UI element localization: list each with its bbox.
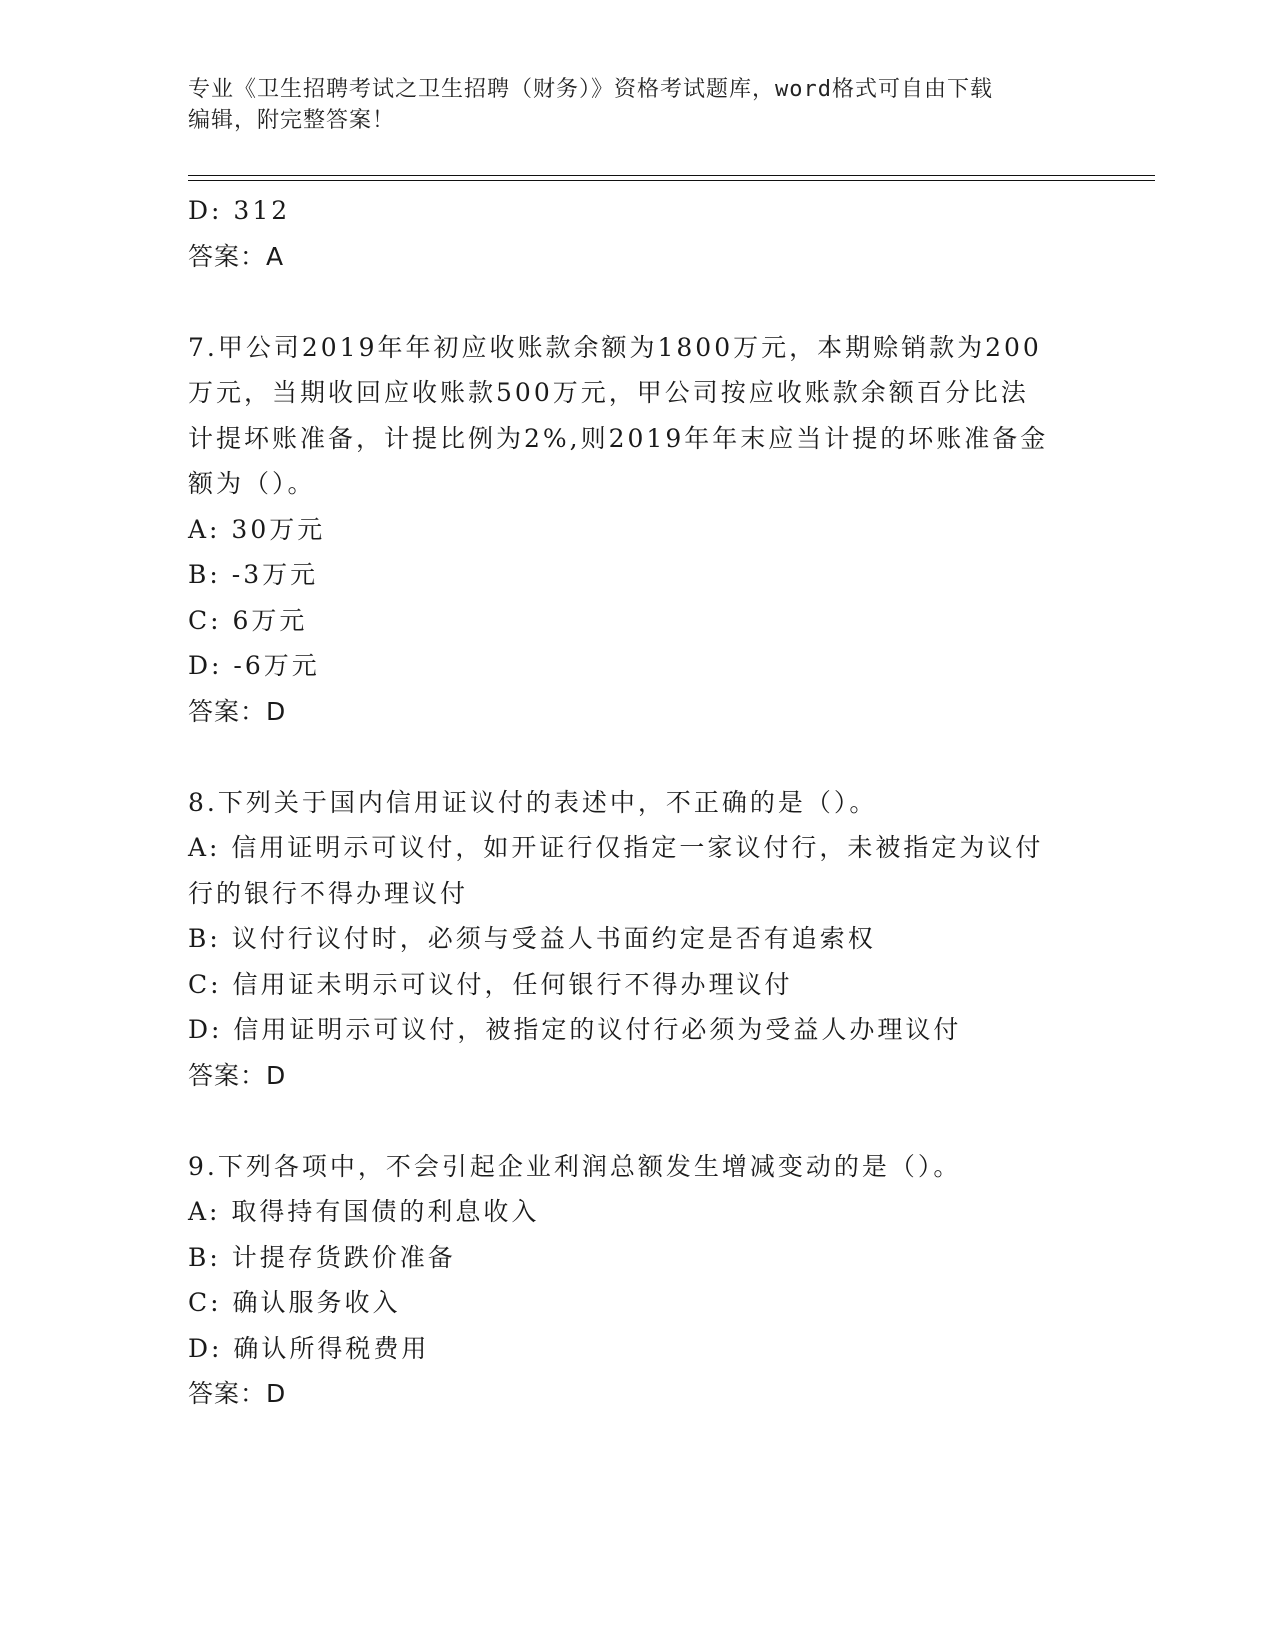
- question-7-line: 万元，当期收回应收账款500万元，甲公司按应收账款余额百分比法: [188, 378, 1029, 407]
- question-7-line: 7.甲公司2019年年初应收账款余额为1800万元，本期赊销款为200: [188, 332, 1042, 362]
- question-8: [188, 780, 1148, 1099]
- question-7-line: 计提坏账准备，计提比例为2%,则2019年年末应当计提的坏账准备金: [188, 423, 1049, 453]
- question-8-option-a: A: 信用证明示可议付，如开证行仅指定一家议付行，未被指定为议付: [188, 833, 1044, 862]
- prev-option-d: D: 312: [188, 196, 291, 225]
- page-header: [188, 74, 1088, 136]
- question-8-option-b: B: 议付行议付时，必须与受益人书面约定是否有追索权: [188, 924, 876, 953]
- question-7-answer: 答案：D: [188, 696, 287, 726]
- header-divider-1: [188, 175, 1155, 176]
- question-7-option-d: D: -6万元: [188, 651, 320, 680]
- question-7: [188, 325, 1148, 735]
- question-7-option-b: B: -3万元: [188, 560, 319, 589]
- question-9: [188, 1144, 1148, 1417]
- question-9-option-a: A: 取得持有国债的利息收入: [188, 1197, 540, 1226]
- header-line-1: 专业《卫生招聘考试之卫生招聘（财务）》资格考试题库，word格式可自由下载: [188, 77, 993, 102]
- question-7-option-a: A: 30万元: [188, 514, 326, 544]
- question-8-line: 8.下列关于国内信用证议付的表述中，不正确的是（）。: [188, 787, 878, 817]
- question-9-answer: 答案：D: [188, 1379, 287, 1408]
- prev-answer: 答案：A: [188, 241, 285, 271]
- question-8-option-d: D: 信用证明示可议付，被指定的议付行必须为受益人办理议付: [188, 1015, 962, 1044]
- header-line-2: 编辑，附完整答案！: [188, 108, 396, 133]
- header-divider-2: [188, 180, 1155, 181]
- question-9-line: 9.下列各项中，不会引起企业利润总额发生增减变动的是（）。: [188, 1151, 962, 1181]
- question-8-option-c: C: 信用证未明示可议付，任何银行不得办理议付: [188, 969, 793, 999]
- question-9-option-c: C: 确认服务收入: [188, 1288, 401, 1317]
- document-body: [188, 188, 1148, 1417]
- question-8-answer: 答案：D: [188, 1060, 287, 1090]
- question-8-option-a-cont: 行的银行不得办理议付: [188, 878, 469, 908]
- question-9-option-d: D: 确认所得税费用: [188, 1333, 430, 1363]
- question-9-option-b: B: 计提存货跌价准备: [188, 1242, 456, 1272]
- question-7-line: 额为（）。: [188, 469, 316, 498]
- question-7-option-c: C: 6万元: [188, 605, 308, 635]
